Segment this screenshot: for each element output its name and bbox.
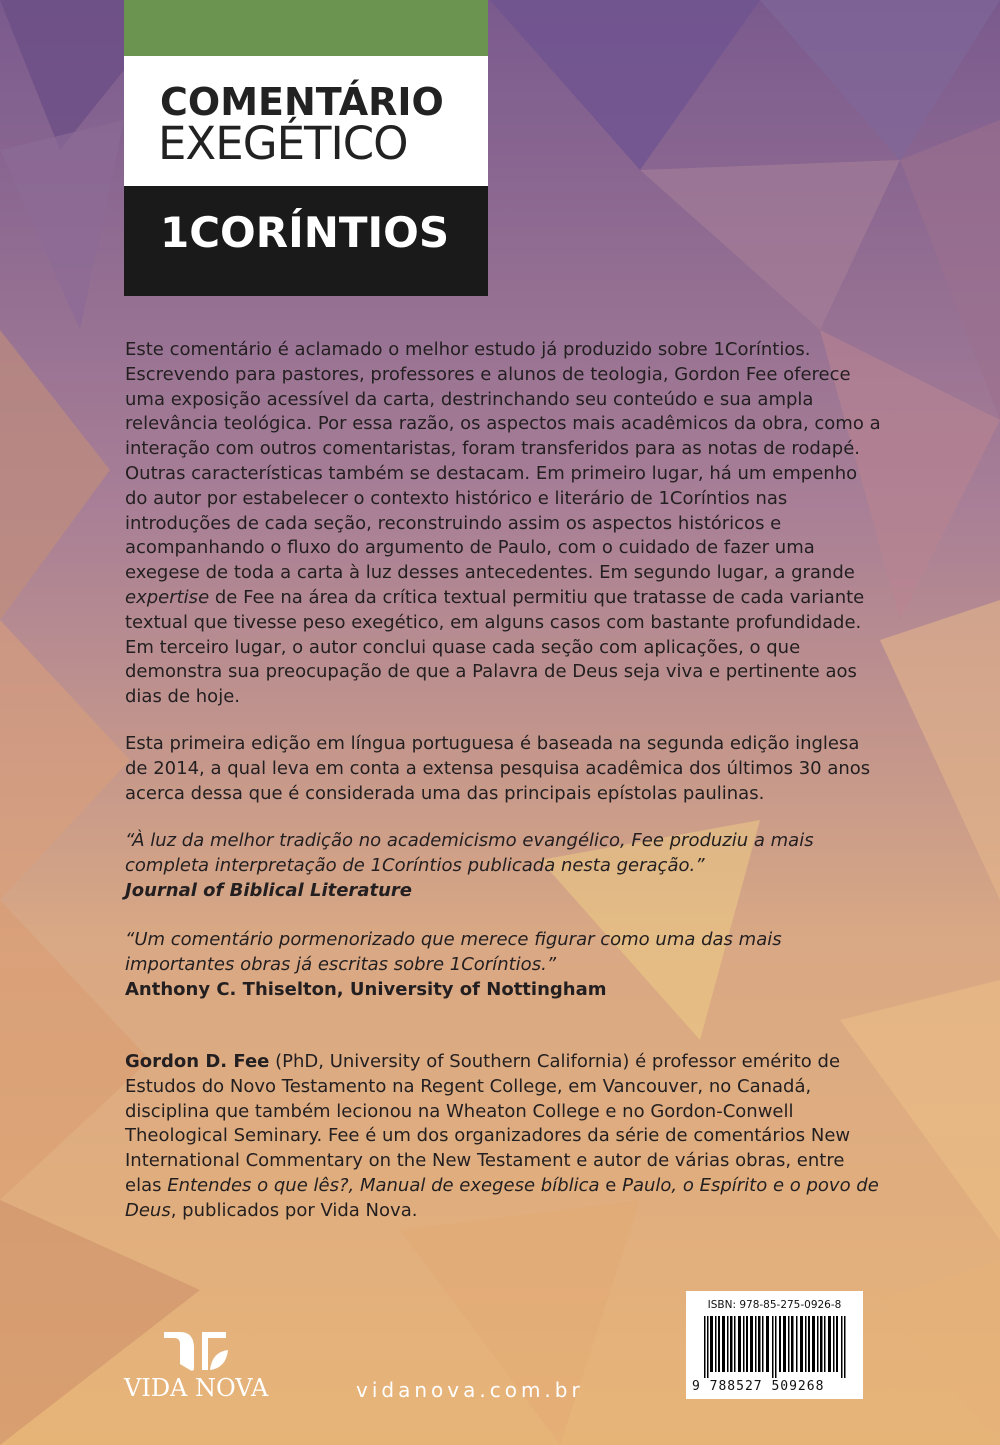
barcode-number: 9 788527 509268 — [692, 1379, 825, 1394]
publisher-url[interactable]: vidanova.com.br — [356, 1378, 584, 1402]
description-paragraph-1 — [125, 338, 885, 710]
author-book-1: Entendes o que lês?, Manual de exegese bíblica — [167, 1174, 600, 1196]
quote-text: “Um comentário pormenorizado que merece figurar como uma das mais importantes obras já escritas sobre 1Coríntios.” — [125, 929, 782, 975]
description-text-b: de Fee na área da crítica textual permitiu que tratasse de cada variante textual que tivesse peso exegético, em alguns casos com bastante profundidade. Em terceiro lugar, o autor conclui quase cada seção com aplicações, o que demonstra sua preocupação de que a Palavra de Deus seja viva e pertinente aos dias de hoje. — [125, 586, 865, 708]
author-book-2: Paulo, o Espírito e o povo de Deus — [125, 1174, 879, 1221]
author-bio-and: e — [599, 1174, 623, 1196]
author-bio-text-a: (PhD, University of Southern California) é professor emérito de Estudos do Novo Testamento na Regent College, em Vancouver, no Canadá, disciplina que também lecionou na Wheaton College e no Gordon-Conwell Theological Seminary. Fee é um dos organizadores da série de comentários New International Commentary on the New Testament e autor de várias obras, entre elas — [125, 1051, 851, 1196]
review-quote-1 — [125, 829, 885, 903]
expertise-word: expertise — [125, 586, 210, 608]
author-bio — [125, 1050, 885, 1224]
green-top-band — [124, 0, 488, 56]
review-quote-2 — [125, 928, 885, 1002]
title-line-1: COMENTÁRIO — [160, 80, 444, 124]
quote-source: Journal of Biblical Literature — [125, 879, 412, 901]
description-text-a: Este comentário é aclamado o melhor estudo já produzido sobre 1Coríntios. Escrevendo para pastores, professores e alunos de teologia, Gordon Fee oferece uma exposição acessível da carta, destrinchando seu conteúdo e sua ampla relevância teológica. Por essa razão, os aspectos mais acadêmicos da obra, como a interação com outros comentaristas, foram transferidos para as notas de rodapé. Outras características também se destacam. Em primeiro lugar, há um empenho do autor por estabelecer o contexto histórico e literário de 1Coríntios nas introduções de cada seção, reconstruindo assim os aspectos históricos e acompanhando o fluxo do argumento de Paulo, com o cuidado de fazer uma exegese de toda a carta à luz desses antecedentes. Em segundo lugar, a grande — [125, 339, 881, 584]
author-name: Gordon D. Fee — [125, 1051, 270, 1072]
quote-text: “À luz da melhor tradição no academicismo evangélico, Fee produziu a mais completa interpretação de 1Coríntios publicada nesta geração.” — [125, 830, 814, 876]
title-line-2: EXEGÉTICO — [158, 117, 408, 170]
author-bio-text-b: , publicados por Vida Nova. — [170, 1199, 418, 1221]
description-paragraph-2: Esta primeira edição em língua portuguesa é baseada na segunda edição inglesa de 2014, a qual leva em conta a extensa pesquisa acadêmica dos últimos 30 anos acerca dessa que é considerada uma das principais epístolas paulinas. — [125, 733, 871, 804]
barcode-label — [686, 1291, 863, 1399]
isbn-text: ISBN: 978-85-275-0926-8 — [707, 1299, 842, 1311]
quote-source: Anthony C. Thiselton, University of Nottingham — [125, 978, 607, 1000]
publisher-name: VIDA NOVA — [124, 1374, 269, 1402]
barcode-bars — [696, 1316, 854, 1378]
book-title: 1CORÍNTIOS — [160, 208, 450, 257]
